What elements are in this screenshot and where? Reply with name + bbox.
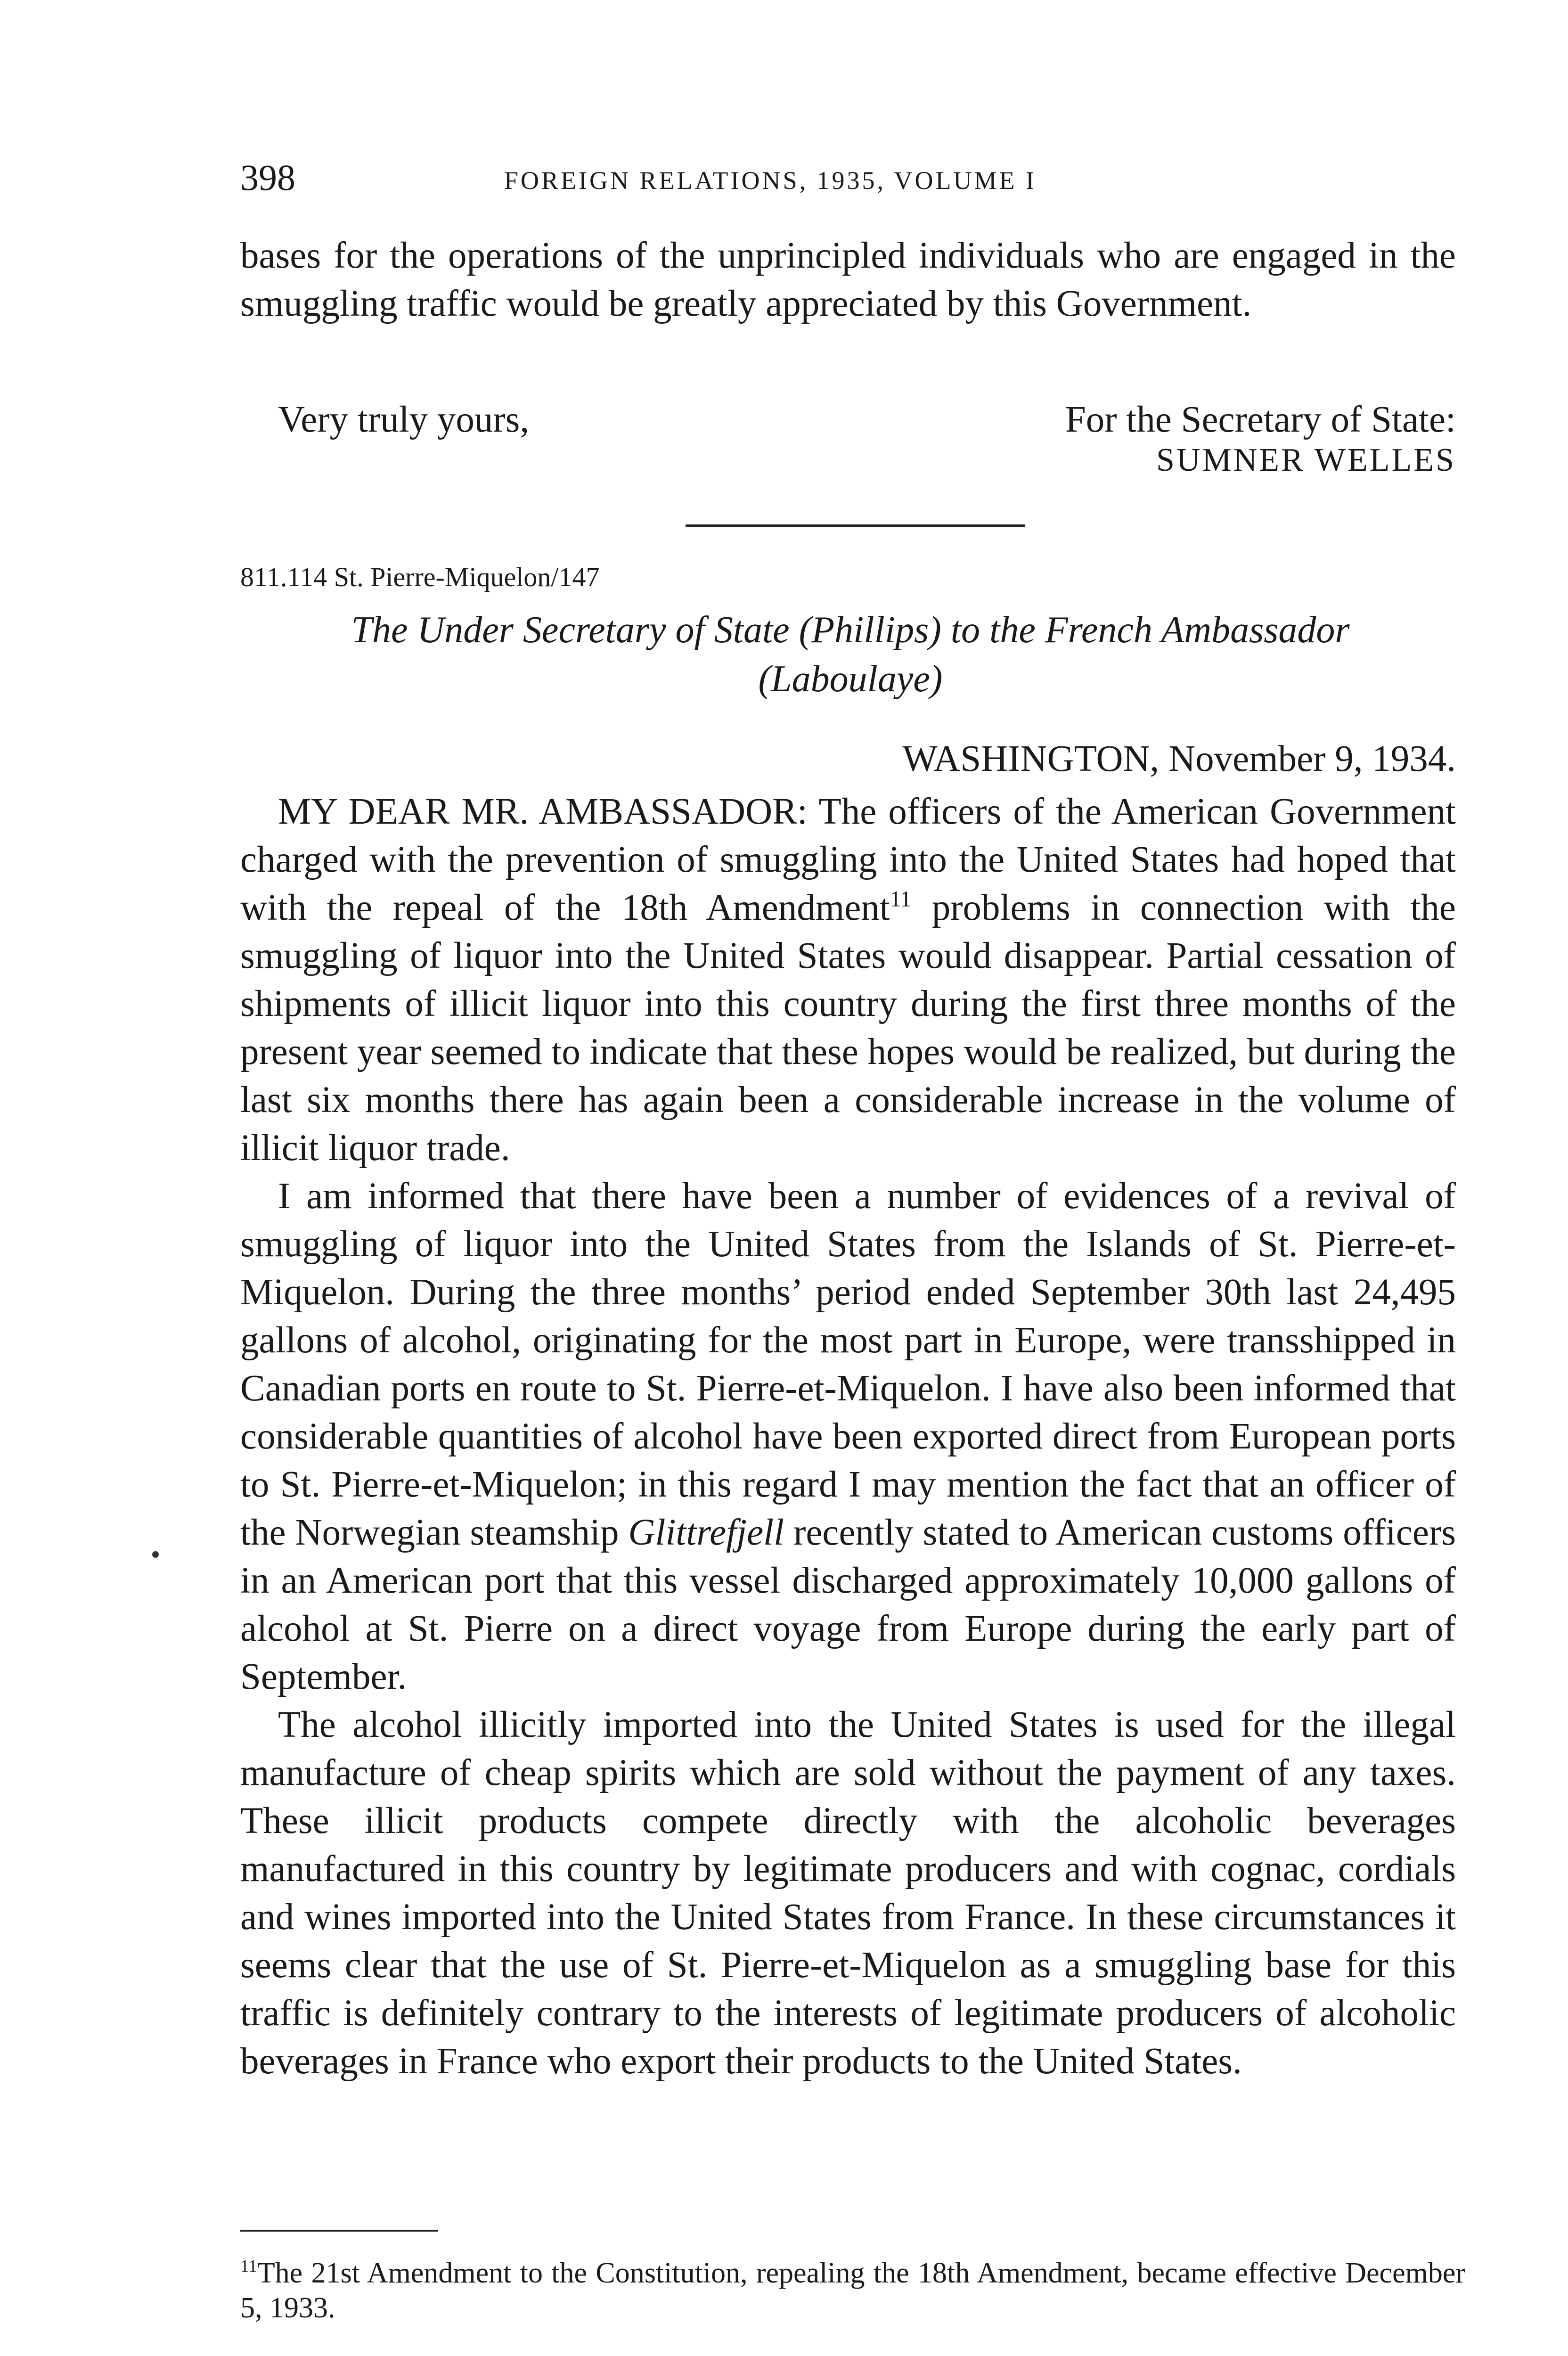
paragraph-2-part-a: I am informed that there have been a number of evidences of a revival of smuggling of liquor into the United States from the Islands of St. Pierre-et-Miquelon. During the three months’ period ended September 30th last 24,495 gallons of alcohol, originating for the most part in Europe, were transshipped in Canadian ports en route to St. Pierre-et-Miquelon. I have also been informed that considerable quantities of alcohol have been exported direct from European ports to St. Pierre-et-Miquelon; in this regard I may mention the fact that an officer of the Norwegian steamship <box>240 1176 1456 1553</box>
on-behalf-line: For the Secretary of State: <box>1065 399 1456 440</box>
margin-mark <box>152 1551 159 1558</box>
document-heading <box>240 605 1461 704</box>
footnote-reference: 11 <box>890 887 912 912</box>
heading-line-1: The Under Secretary of State (Phillips) to the French Ambassador <box>351 609 1350 651</box>
paragraph-2-part-b: recently stated to American customs officers in an American port that this vessel discharged approximately 10,000 gallons of alcohol at St. Pierre on a direct voyage from Europe during the early part of September. <box>240 1512 1456 1697</box>
continuation-text: bases for the operations of the unprincipled individuals who are engaged in the smuggling traffic would be greatly appreciated by this Government. <box>240 235 1456 324</box>
footnote-marker: 11 <box>240 2257 257 2276</box>
paragraph-1-part-b: problems in connection with the smuggling of liquor into the United States would disappear. Partial cessation of shipments of illicit liquor into this country during the first three months of the present year seemed to indicate that these hopes would be realized, but during the last six months there has again been a considerable increase in the volume of illicit liquor trade. <box>240 887 1456 1169</box>
signer-name: SUMNER WELLES <box>1156 442 1456 478</box>
dateline-date: November 9, 1934. <box>1168 738 1456 779</box>
paragraph-1 <box>240 788 1456 1172</box>
footnote-rule <box>240 2230 438 2232</box>
paragraph-2 <box>240 1172 1456 1701</box>
continuation-paragraph <box>240 232 1456 328</box>
section-divider <box>686 524 1025 527</box>
paragraph-1-part-a: The officers of the American Government charged with the prevention of smuggling into the United States had hoped that with the repeal of the 18th Amendment <box>240 791 1456 928</box>
letter-body <box>240 788 1456 2086</box>
heading-line-2: (Laboulaye) <box>758 658 943 700</box>
closing: Very truly yours, <box>278 399 530 440</box>
footnote <box>240 2256 1465 2325</box>
running-title: FOREIGN RELATIONS, 1935, VOLUME I <box>504 166 1037 195</box>
dateline <box>902 735 1456 783</box>
footnote-text: The 21st Amendment to the Constitution, repealing the 18th Amendment, became effective December 5, 1933. <box>240 2257 1465 2324</box>
salutation: MY DEAR MR. AMBASSADOR: <box>278 791 808 832</box>
paragraph-3: The alcohol illicitly imported into the United States is used for the illegal manufacture of cheap spirits which are sold without the payment of any taxes. These illicit products compete directly with the alcoholic beverages manufactured in this country by legitimate producers and with cognac, cordials and wines imported into the United States from France. In these circumstances it seems clear that the use of St. Pierre-et-Miquelon as a smuggling base for this traffic is definitely contrary to the interests of legitimate producers of alcoholic beverages in France who export their products to the United States. <box>240 1704 1456 2082</box>
dateline-place: WASHINGTON, <box>902 738 1160 779</box>
ship-name: Glittrefjell <box>628 1512 784 1553</box>
page-number: 398 <box>240 157 295 198</box>
file-reference: 811.114 St. Pierre-Miquelon/147 <box>240 562 600 592</box>
